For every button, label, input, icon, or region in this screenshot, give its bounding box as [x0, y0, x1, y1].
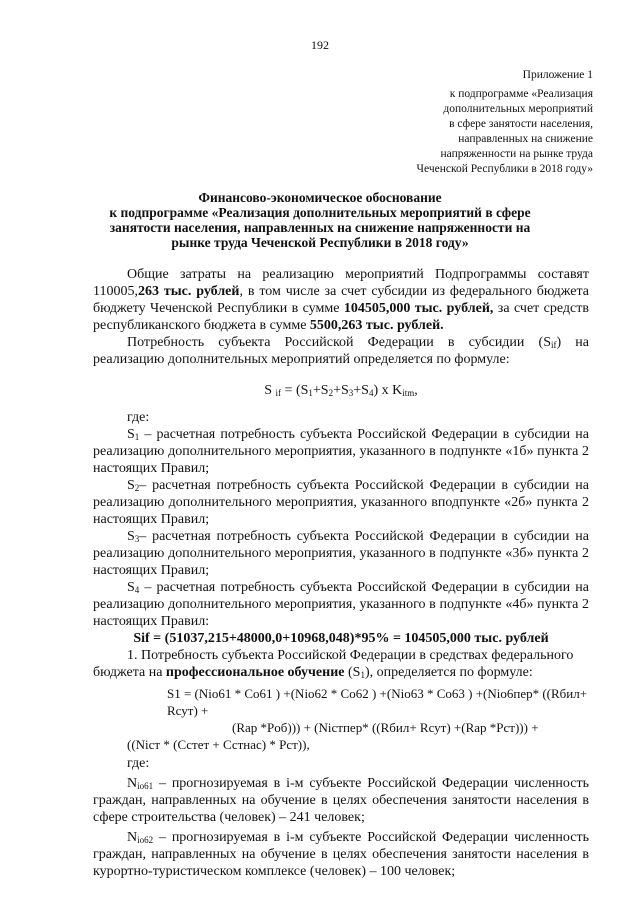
- formula-part: ,: [414, 383, 418, 398]
- def-subscript: io61: [137, 781, 154, 791]
- appendix-title: Приложение 1: [522, 69, 593, 81]
- appendix-note: [333, 68, 593, 177]
- n-definition: [93, 829, 589, 880]
- intro-amount: 5500,263 тыс. рублей.: [309, 318, 444, 333]
- formula-part: +S: [333, 383, 349, 398]
- formula-part: = (S: [281, 383, 309, 398]
- definition-s4: [93, 579, 589, 630]
- heading-line: Финансово-экономическое обоснование: [198, 190, 442, 205]
- definition-s3: [93, 528, 589, 579]
- item1-text: ), определяется по формуле:: [364, 665, 533, 680]
- heading-line: к подпрограмме «Реализация дополнительных мероприятий в сфере: [109, 205, 531, 220]
- appendix-line: дополнительных мероприятий: [443, 103, 593, 115]
- heading-line: рынке труда Чеченской Республики в 2018 году»: [171, 235, 469, 250]
- appendix-line: в сфере занятости населения,: [449, 118, 593, 130]
- item1-text: 1. Потребность субъекта Российской Федерации в средствах федерального бюджета на: [93, 648, 574, 680]
- heading-line: занятости населения, направленных на снижение напряженности на: [109, 220, 531, 235]
- formula-sub: 1: [308, 388, 313, 398]
- intro-text: , в том числе за счет субсидии из федерального бюджета бюджету Чеченской Республики в сумме: [93, 284, 589, 316]
- formula-sub: if: [275, 388, 282, 398]
- where-label: где:: [127, 410, 150, 425]
- where-label-2: где:: [127, 756, 150, 771]
- def-subscript: 4: [134, 585, 140, 595]
- item1-bold: профессиональное обучение: [165, 665, 345, 680]
- intro-amount: 104505,000 тыс. рублей,: [343, 301, 494, 316]
- def-symbol: N: [127, 776, 138, 791]
- def-text: – расчетная потребность субъекта Российской Федерации в субсидии на реализацию дополнительного мероприятия, указанного в подпункте «4б» пункта 2 настоящих Правил:: [93, 580, 589, 629]
- need-text: Потребность субъекта Российской Федерации в субсидии (S: [127, 335, 551, 350]
- def-subscript: 2: [134, 483, 140, 493]
- def-text: – расчетная потребность субъекта Российской Федерации в субсидии на реализацию дополнительного мероприятия, указанного вподпункте «2б» пункта 2 настоящих Правил;: [93, 478, 589, 527]
- formula-part: S: [264, 383, 276, 398]
- intro-paragraph: [93, 266, 589, 334]
- need-paragraph: [93, 334, 589, 368]
- formula-sub: 3: [348, 388, 354, 398]
- document-body: [93, 266, 589, 880]
- def-symbol: S: [127, 427, 135, 442]
- def-subscript: 3: [134, 534, 140, 544]
- need-text: ) на реализацию дополнительных мероприятий определяется по формуле:: [93, 335, 589, 367]
- def-subscript: io62: [137, 835, 154, 845]
- intro-text: за счет средств республиканского бюджета в сумме: [93, 301, 589, 333]
- document-heading: [60, 190, 580, 250]
- formula-part: +S: [312, 383, 329, 398]
- def-symbol: S: [127, 580, 135, 595]
- formula-part: ) x K: [373, 383, 403, 398]
- formula-sub: itm: [402, 388, 415, 398]
- appendix-line: к подпрограмме «Реализация: [449, 88, 593, 100]
- formula-part: +S: [353, 383, 369, 398]
- def-subscript: 1: [134, 432, 140, 442]
- n-definition: [93, 775, 589, 826]
- sif-calculation: Sif = (51037,215+48000,0+10968,048)*95% = 104505,000 тыс. рублей: [133, 631, 549, 646]
- appendix-line: направленных на снижение: [458, 133, 593, 145]
- intro-text: Общие затраты на реализацию мероприятий Подпрограммы составят 110005,: [93, 267, 589, 299]
- need-subscript: if: [551, 340, 557, 350]
- definition-s1: [93, 426, 589, 477]
- def-text: – прогнозируемая в i-м субъекте Российской Федерации численность граждан, направленных на обучение в целях обеспечения занятости населения в сфере строительства (человек) – 241 человек;: [93, 776, 589, 825]
- intro-amount: 263 тыс. рублей: [137, 284, 240, 299]
- s1-formula-line: ((Niст * (Сстет + Сстнас) * Рст)),: [127, 737, 310, 752]
- s1-formula-line: S1 = (Nio61 * Co61 ) +(Nio62 * Co62 ) +(Nio63 * Co63 ) +(Nio6пер* ((Rбил+ Rсут) +: [167, 686, 588, 718]
- def-text: – расчетная потребность субъекта Российской Федерации в субсидии на реализацию дополнительного мероприятия, указанного в подпункте «1б» пункта 2 настоящих Правил;: [93, 427, 589, 476]
- page-number: 192: [311, 38, 329, 52]
- appendix-line: Чеченской Республики в 2018 году»: [416, 163, 593, 175]
- s1-formula-line: (Rар *Poб))) + (Nicтпер* ((Rбил+ Rсут) +(Rар *Pcт))) +: [232, 720, 539, 735]
- formula-sub: 2: [328, 388, 334, 398]
- appendix-line: напряженности на рынке труда: [440, 148, 593, 160]
- def-symbol: S: [127, 478, 135, 493]
- main-formula: [93, 382, 589, 399]
- item1-subscript: 1: [360, 670, 365, 680]
- item1-text: (S: [344, 665, 361, 680]
- def-symbol: S: [127, 529, 135, 544]
- formula-sub: 4: [368, 388, 374, 398]
- definition-s2: [93, 477, 589, 528]
- s1-formula: [127, 685, 589, 753]
- def-text: – расчетная потребность субъекта Российской Федерации в субсидии на реализацию дополнительного мероприятия, указанного в подпункте «3б» пункта 2 настоящих Правил;: [93, 529, 589, 578]
- item1-paragraph: [93, 647, 589, 681]
- def-text: – прогнозируемая в i-м субъекте Российской Федерации численность граждан, направленных на обучение в целях обеспечения занятости населения в курортно-туристическом комплексе (человек) – 100 человек;: [93, 830, 589, 879]
- def-symbol: N: [127, 830, 138, 845]
